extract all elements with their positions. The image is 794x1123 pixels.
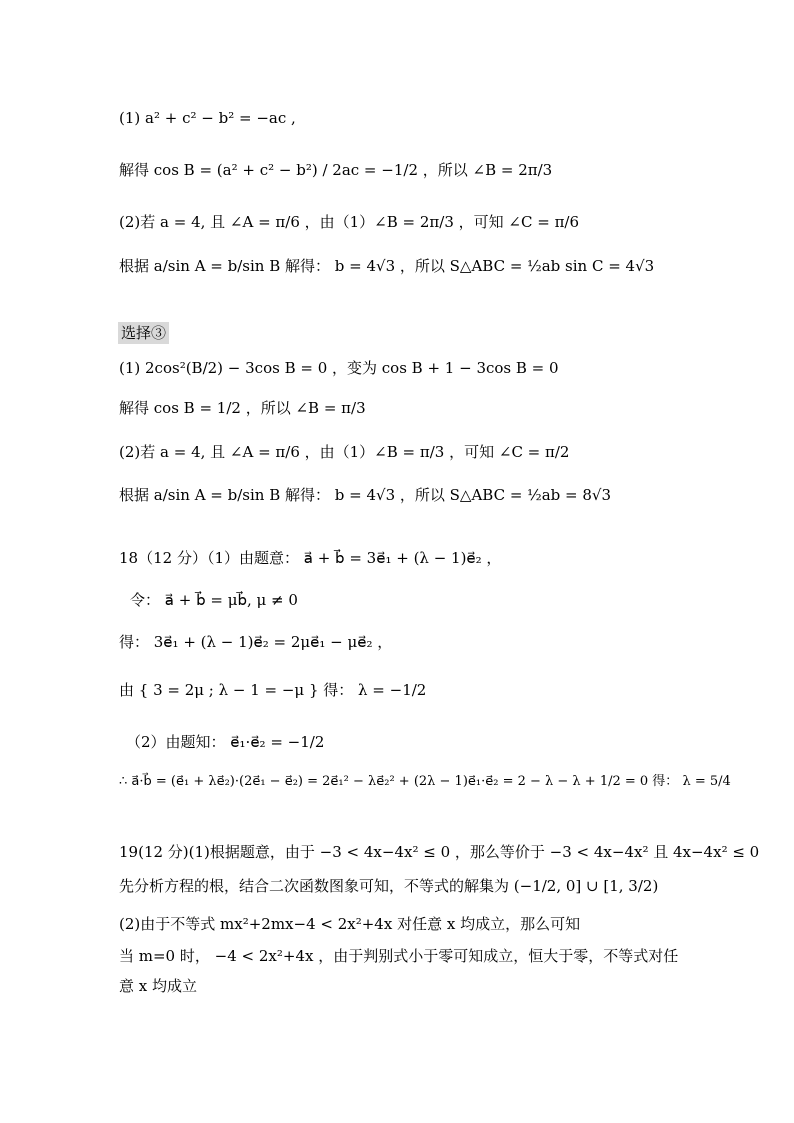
line-15: 19(12 分)(1)根据题意，由于 −3 < 4x−4x² ≤ 0 ，那么等价于 −3 < 4x−4x² 且 4x−4x² ≤ 0 <box>119 843 760 861</box>
line-13: （2）由题知： e⃗₁·e⃗₂ = −1/2 <box>126 733 325 751</box>
line-18: 当 m=0 时， −4 < 2x²+4x ，由于判别式小于零可知成立，恒大于零，不等式对任 <box>119 947 679 965</box>
line-2: 解得 cos B = (a² + c² − b²) / 2ac = −1/2 ，所以 ∠B = 2π/3 <box>119 161 553 179</box>
line-16: 先分析方程的根，结合二次函数图象可知，不等式的解集为 (−1/2, 0] ∪ [1, 3/2) <box>119 877 659 895</box>
line-12: 由 { 3 = 2μ ; λ − 1 = −μ } 得： λ = −1/2 <box>119 681 427 699</box>
line-19: 意 x 均成立 <box>119 977 197 995</box>
line-7: (2)若 a = 4, 且 ∠A = π/6 ，由（1）∠B = π/3 ，可知 ∠C = π/2 <box>119 443 570 461</box>
line-11: 得： 3e⃗₁ + (λ − 1)e⃗₂ = 2μe⃗₁ − μe⃗₂ ， <box>119 633 393 651</box>
line-1: (1) a² + c² − b² = −ac , <box>119 109 296 127</box>
line-6: 解得 cos B = 1/2 ，所以 ∠B = π/3 <box>119 399 366 417</box>
line-3: (2)若 a = 4, 且 ∠A = π/6 ，由（1）∠B = 2π/3 ，可知 ∠C = π/6 <box>119 213 580 231</box>
line-10: 令： a⃗ + b⃗ = μb⃗, μ ≠ 0 <box>130 591 298 609</box>
line-8: 根据 a/sin A = b/sin B 解得： b = 4√3 ，所以 S△ABC = ½ab = 8√3 <box>119 486 612 504</box>
section-tag: 选择③ <box>118 322 169 344</box>
line-4: 根据 a/sin A = b/sin B 解得： b = 4√3 ，所以 S△ABC = ½ab sin C = 4√3 <box>119 257 655 275</box>
line-9: 18（12 分）（1）由题意： a⃗ + b⃗ = 3e⃗₁ + (λ − 1)e⃗₂ ， <box>119 549 502 567</box>
line-17: (2)由于不等式 mx²+2mx−4 < 2x²+4x 对任意 x 均成立，那么可知 <box>119 915 581 933</box>
line-14: ∴ a⃗·b⃗ = (e⃗₁ + λe⃗₂)·(2e⃗₁ − e⃗₂) = 2e⃗₁² − λe⃗₂² + (2λ − 1)e⃗₁·e⃗₂ = 2 − λ − λ + 1/2 = 0 得： λ = 5/4 <box>119 774 731 789</box>
line-5: (1) 2cos²(B/2) − 3cos B = 0 ，变为 cos B + 1 − 3cos B = 0 <box>119 359 559 377</box>
